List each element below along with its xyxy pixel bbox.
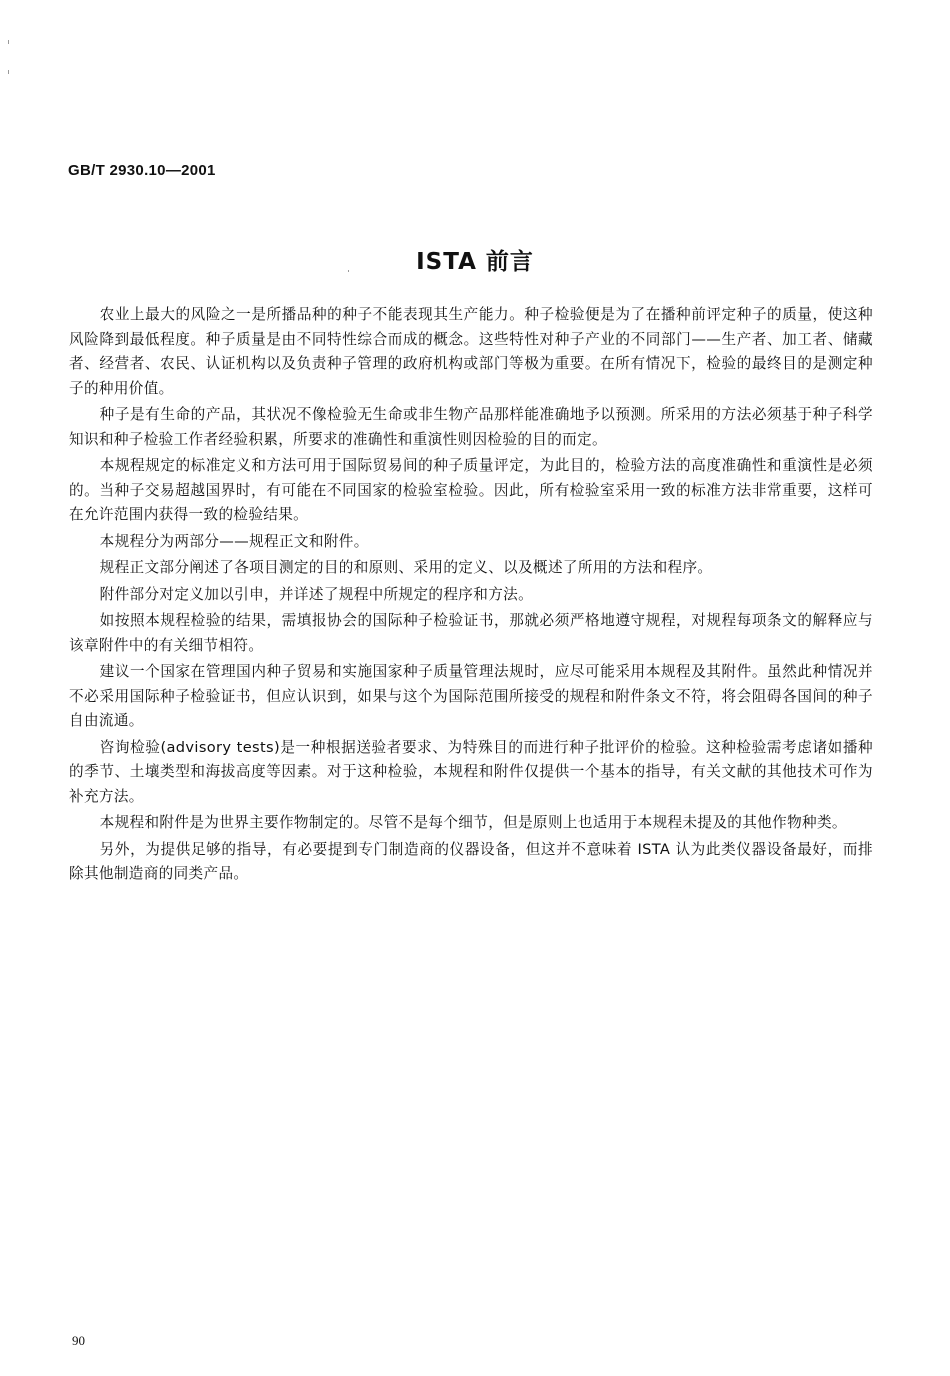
- paragraph: 如按照本规程检验的结果，需填报协会的国际种子检验证书，那就必须严格地遵守规程，对规程每项条文的解释应与该章附件中的有关细节相符。: [69, 612, 873, 654]
- paragraph: 种子是有生命的产品，其状况不像检验无生命或非生物产品那样能准确地予以预测。所采用的方法必须基于种子科学知识和种子检验工作者经验积累，所要求的准确性和重演性则因检验的目的而定。: [69, 406, 873, 448]
- paragraph: 本规程和附件是为世界主要作物制定的。尽管不是每个细节，但是原则上也适用于本规程未提及的其他作物种类。: [99, 814, 847, 831]
- paragraph: 本规程规定的标准定义和方法可用于国际贸易间的种子质量评定，为此目的，检验方法的高度准确性和重演性是必须的。当种子交易超越国界时，有可能在不同国家的检验室检验。因此，所有检验室采用一致的标准方法非常重要，这样可在允许范围内获得一致的检验结果。: [69, 457, 873, 523]
- paragraph: 建议一个国家在管理国内种子贸易和实施国家种子质量管理法规时，应尽可能采用本规程及其附件。虽然此种情况并不必采用国际种子检验证书，但应认识到，如果与这个为国际范围所接受的规程和附件条文不符，将会阻碍各国间的种子自由流通。: [69, 663, 873, 729]
- paragraph: 咨询检验(advisory tests)是一种根据送验者要求、为特殊目的而进行种子批评价的检验。这种检验需考虑诸如播种的季节、土壤类型和海拔高度等因素。对于这种检验，本规程和附件仅提供一个基本的指导，有关文献的其他技术可作为补充方法。: [69, 738, 873, 805]
- paragraph: 规程正文部分阐述了各项目测定的目的和原则、采用的定义、以及概述了所用的方法和程序。: [99, 559, 713, 576]
- scan-speck: [8, 70, 9, 74]
- page-title: ISTA 前言: [416, 249, 534, 275]
- scan-speck: [8, 40, 9, 44]
- page-number: 90: [72, 1333, 85, 1348]
- paragraph: 农业上最大的风险之一是所播品种的种子不能表现其生产能力。种子检验便是为了在播种前评定种子的质量，使这种风险降到最低程度。种子质量是由不同特性综合而成的概念。这些特性对种子产业的不同部门——生产者、加工者、储藏者、经营者、农民、认证机构以及负责种子管理的政府机构或部门等极为重要。在所有情况下，检验的最终目的是测定种子的种用价值。: [69, 306, 873, 397]
- paragraph: 另外，为提供足够的指导，有必要提到专门制造商的仪器设备，但这并不意味着 ISTA 认为此类仪器设备最好，而排除其他制造商的同类产品。: [69, 840, 873, 882]
- paragraph: 附件部分对定义加以引申，并详述了规程中所规定的程序和方法。: [99, 585, 534, 603]
- paragraph: 本规程分为两部分——规程正文和附件。: [99, 532, 369, 550]
- document-body: [69, 303, 873, 889]
- standard-code: GB/T 2930.10—2001: [68, 162, 216, 179]
